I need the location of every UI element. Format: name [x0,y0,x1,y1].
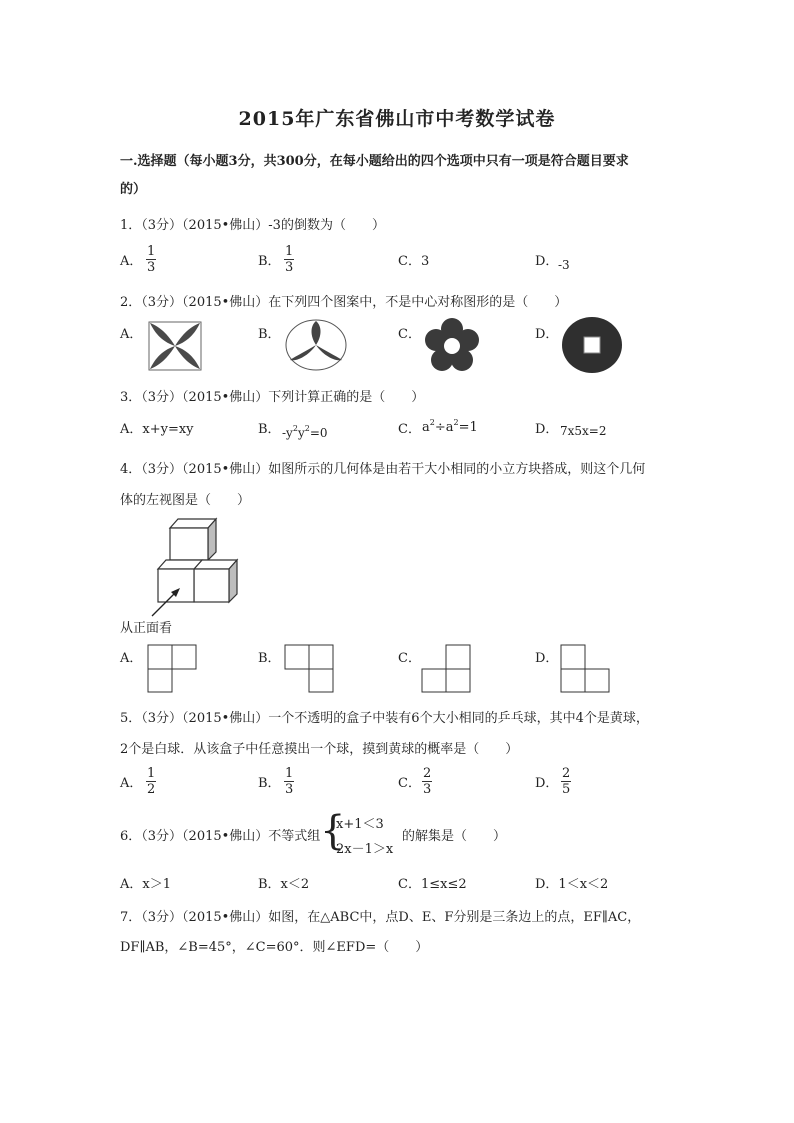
q5-option-d-label: D． [535,776,559,791]
q2-option-d-figure [560,316,624,374]
expr-exponent: 2 [429,418,435,427]
question-6-stem-prefix: 6．（3分）（2015•佛山）不等式组 [120,829,321,844]
q3-option-b-expression [282,424,328,440]
expr-exponent: 2 [292,424,298,433]
inequality-2: 2x－1＞x [336,842,394,857]
q4-option-d-figure [560,644,612,694]
q1-option-a-fraction [146,244,156,275]
q3-option-a: A．x+y=xy [120,422,194,437]
question-2-stem: 2．（3分）（2015•佛山）在下列四个图案中，不是中心对称图形的是（ ） [120,295,568,310]
expr-exponent: 2 [453,418,459,427]
q6-option-b: B．x＜2 [258,877,310,892]
expr-exponent: 2 [304,424,310,433]
q1-option-c: C．3 [398,254,430,269]
q4-option-c-figure [421,644,473,694]
question-1-stem: 1．（3分）（2015•佛山）-3的倒数为（ ） [120,218,385,233]
q1-option-d-label: D． [535,254,559,269]
q4-option-b-figure [284,644,336,694]
inequality-system-brace: { [320,808,346,854]
q1-option-b-fraction [284,244,294,275]
q5-option-a-fraction [146,766,156,797]
fraction-denominator: 5 [562,782,571,797]
expr-part: =0 [309,426,328,440]
question-5-stem-line2: 2个是白球．从该盒子中任意摸出一个球，摸到黄球的概率是（ ） [120,742,519,757]
page-title: 2015年广东省佛山市中考数学试卷 [238,108,556,130]
fraction-numerator: 2 [562,766,571,781]
q4-cube-solid-figure [140,514,244,622]
q4-option-c-label: C． [398,651,421,666]
q2-option-b-figure [284,318,348,372]
q2-option-a-label: A． [120,327,143,342]
fraction-numerator: 1 [147,766,156,781]
q3-option-c-label: C． [398,422,421,437]
q1-option-a-label: A． [120,254,143,269]
fraction-denominator: 2 [147,782,156,797]
q5-option-d-fraction [561,766,571,797]
expr-part: -y [282,426,293,440]
question-5-stem-line1: 5．（3分）（2015•佛山）一个不透明的盒子中装有6个大小相同的乒乓球，其中4个是黄球， [120,711,649,726]
section-heading-line2: 的） [120,182,147,197]
q6-option-d: D．1＜x＜2 [535,877,609,892]
q1-option-b-label: B． [258,254,281,269]
fraction-denominator: 3 [285,782,294,797]
question-7-stem-line1: 7．（3分）（2015•佛山）如图，在△ABC中，点D、E、F分别是三条边上的点，EF∥AC， [120,910,641,925]
q4-option-b-label: B． [258,651,281,666]
q2-option-d-label: D． [535,327,559,342]
q3-option-d-value: 7x5x=2 [560,424,607,438]
q4-option-a-label: A． [120,651,143,666]
expr-part: ÷a [434,420,454,435]
q4-figure-caption: 从正面看 [120,621,173,636]
q5-option-a-label: A． [120,776,143,791]
q3-option-d-label: D． [535,422,559,437]
question-3-stem: 3．（3分）（2015•佛山）下列计算正确的是（ ） [120,390,425,405]
section-heading-line1: 一.选择题（每小题3分，共300分，在每小题给出的四个选项中只有一项是符合题目要求 [120,154,629,169]
q2-option-b-label: B． [258,327,281,342]
q4-option-d-label: D． [535,651,559,666]
q5-option-b-label: B． [258,776,281,791]
inequality-1: x+1＜3 [336,817,384,832]
expr-part: =1 [458,420,478,435]
q2-option-a-figure [146,319,204,373]
fraction-numerator: 1 [147,244,156,259]
question-7-stem-line2: DF∥AB，∠B=45°，∠C=60°．则∠EFD=（ ） [120,940,429,955]
fraction-denominator: 3 [423,782,432,797]
question-6-stem-suffix: 的解集是（ ） [402,829,507,844]
q6-option-a: A．x＞1 [120,877,171,892]
expr-part: y [297,426,305,440]
expr-part: a [422,420,430,435]
q2-option-c-label: C． [398,327,421,342]
q4-option-a-figure [147,644,199,694]
fraction-numerator: 1 [285,766,294,781]
q1-option-d-value: -3 [558,258,570,272]
q3-option-b-label: B． [258,422,281,437]
fraction-denominator: 3 [285,260,294,275]
q5-option-c-fraction [422,766,432,797]
fraction-denominator: 3 [147,260,156,275]
question-4-stem-line2: 体的左视图是（ ） [120,493,251,508]
question-4-stem-line1: 4．（3分）（2015•佛山）如图所示的几何体是由若干大小相同的小立方块搭成，则这个几何 [120,462,646,477]
q5-option-b-fraction [284,766,294,797]
fraction-numerator: 2 [423,766,432,781]
q5-option-c-label: C． [398,776,421,791]
q2-option-c-figure [422,317,482,375]
fraction-numerator: 1 [285,244,294,259]
q3-option-c-expression [422,418,478,435]
q6-option-c: C．1≤x≤2 [398,877,467,892]
